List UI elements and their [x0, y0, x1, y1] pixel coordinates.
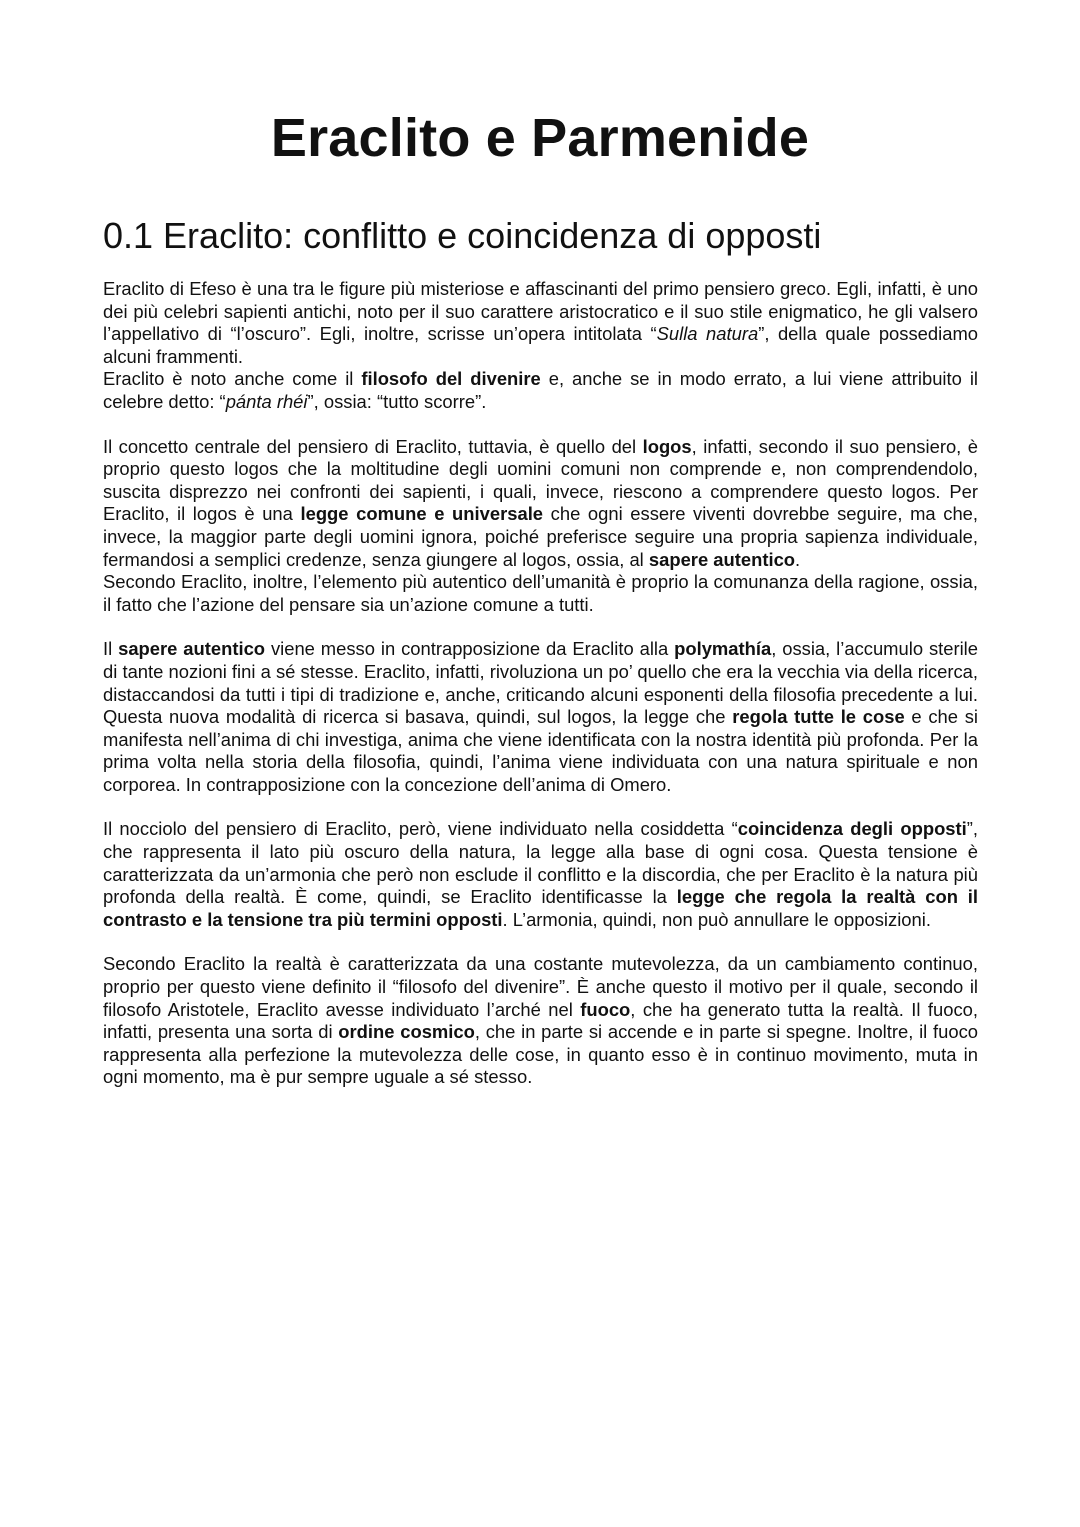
text-run: e, anche se in modo errato, a lui viene attribuito il celebre detto: “ [103, 368, 978, 412]
emphasis-bold: sapere autentico [118, 638, 266, 660]
emphasis-bold: legge comune e universale [300, 503, 544, 525]
paragraph-logos [103, 436, 978, 572]
text-run: Secondo Eraclito, inoltre, l’elemento più autentico dell’umanità è proprio la comunanza della ragione, ossia, il fatto che l’azione del pensare sia un’azione comune a tutti. [103, 571, 978, 615]
text-run: , infatti, secondo il suo pensiero, è proprio questo logos che la moltitudine degli uomini comuni non comprende e, non comprendendolo, suscita disprezzo nei confronti dei sapienti, i quali, invece, riescono a comprendere questo logos. Per Eraclito, il logos è una [103, 435, 978, 525]
text-run: Secondo Eraclito la realtà è caratterizzata da una costante mutevolezza, da un cambiamento continuo, proprio per questo viene definito il “filosofo del divenire”. È anche questo il motivo per il quale, secondo il filosofo Aristotele, Eraclito avesse individuato l’arché nel [103, 953, 978, 1020]
emphasis-bold: sapere autentico [648, 548, 796, 570]
text-run: ”, della quale possediamo alcuni frammenti. [103, 323, 978, 367]
text-run: , che in parte si accende e in parte si spegne. Inoltre, il fuoco rappresenta alla perfezione la mutevolezza delle cose, in quanto esso è in continuo movimento, muta in ogni momento, ma è pur sempre uguale a sé stesso. [103, 1021, 978, 1088]
emphasis-bold: filosofo del divenire [361, 368, 541, 390]
text-run: che ogni essere viventi dovrebbe seguire, ma che, invece, la maggior parte degli uomini ignora, poiché preferisce seguire una propria sapienza individuale, fermandosi a semplici credenze, senza giungere al logos, ossia, al [103, 503, 979, 570]
paragraph-ragione [103, 571, 978, 616]
text-run: Il concetto centrale del pensiero di Eraclito, tuttavia, è quello del [103, 435, 643, 457]
paragraph-polymathia [103, 638, 978, 796]
emphasis-bold: regola tutte le cose [732, 706, 905, 728]
paragraph-opposti [103, 818, 978, 931]
paragraph-intro [103, 278, 978, 368]
emphasis-bold: fuoco [580, 998, 631, 1020]
emphasis-italic: pánta rhéi [225, 390, 308, 412]
text-run: Il nocciolo del pensiero di Eraclito, però, viene individuato nella cosiddetta “ [103, 818, 738, 840]
document-body [103, 278, 978, 1111]
text-run: Eraclito di Efeso è una tra le figure più misteriose e affascinanti del primo pensiero greco. Egli, infatti, è uno dei più celebri sapienti antichi, noto per il suo carattere aristocratico e il suo stile enigmatico, he gli valsero l’appellativo di “l’oscuro”. Egli, inoltre, scrisse un’opera intitolata “ [103, 278, 978, 345]
text-run: ”, ossia: “tutto scorre”. [307, 390, 487, 412]
emphasis-bold: ordine cosmico [338, 1021, 475, 1043]
document-title: Eraclito e Parmenide [270, 108, 810, 168]
emphasis-bold: polymathía [674, 638, 772, 660]
text-run: viene messo in contrapposizione da Eraclito alla [265, 638, 675, 660]
emphasis-italic: Sulla natura [656, 323, 759, 345]
text-run: Il [103, 638, 119, 660]
text-run: ”, che rappresenta il lato più oscuro della natura, la legge alla base di ogni cosa. Questa tensione è caratterizzata da un’armonia che però non esclude il conflitto e la discordia, che per Eraclito è la natura più profonda della realtà. È come, quindi, se Eraclito identificasse la [103, 818, 978, 908]
emphasis-bold: coincidenza degli opposti [737, 818, 967, 840]
paragraph-fuoco [103, 953, 978, 1089]
emphasis-bold: logos [642, 435, 692, 457]
text-run: , che ha generato tutta la realtà. Il fuoco, infatti, presenta una sorta di [103, 998, 978, 1043]
text-run: . [795, 548, 801, 570]
text-run: Eraclito è noto anche come il [103, 368, 362, 390]
paragraph-divenire [103, 368, 978, 413]
text-run: . L’armonia, quindi, non può annullare le opposizioni. [502, 908, 931, 930]
section-heading: 0.1 Eraclito: conflitto e coincidenza di opposti [103, 215, 822, 256]
text-run: e che si manifesta nell’anima di chi investiga, anima che viene identificata con la nostra identità più profonda. Per la prima volta nella storia della filosofia, quindi, l’anima viene individuata con una natura spirituale e non corporea. In contrapposizione con la concezione dell’anima di Omero. [103, 706, 979, 795]
text-run: , ossia, l’accumulo sterile di tante nozioni fini a sé stesse. Eraclito, infatti, rivoluziona un po’ quello che era la vecchia via della ricerca, distaccandosi da tutti i tipi di tradizione e, anche, criticando alcuni esponenti della filosofia precedente a lui. Questa nuova modalità di ricerca si basava, quindi, sul logos, la legge che [103, 638, 978, 728]
emphasis-bold: legge che regola la realtà con il contrasto e la tensione tra più termini opposti [103, 886, 978, 930]
